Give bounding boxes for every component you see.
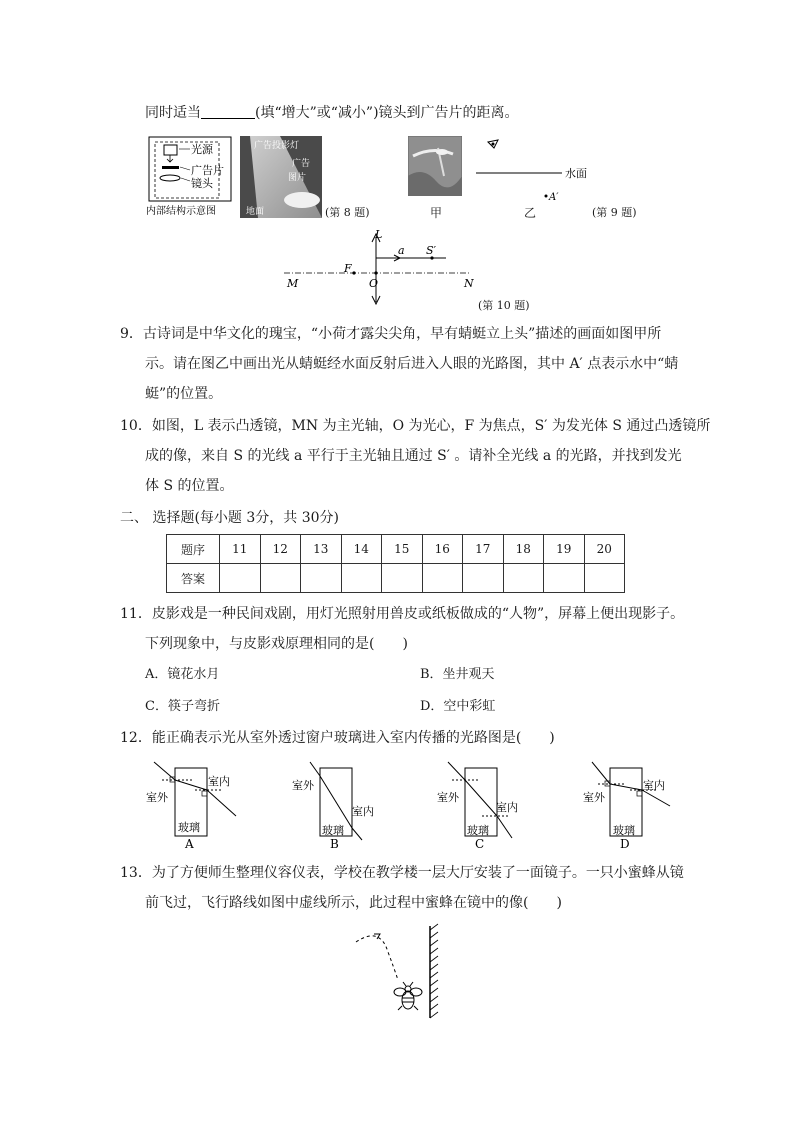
svg-text:室内: 室内	[496, 801, 518, 814]
q10-line-1: 10．如图，L 表示凸透镜，MN 为主光轴，O 为光心，F 为焦点，S′ 为发光体 S 通过凸透镜所	[120, 418, 711, 434]
answer-cell[interactable]	[544, 564, 585, 593]
q11-line-1: 11．皮影戏是一种民间戏剧，用灯光照射用兽皮或纸板做成的“人物”，屏幕上便出现影子。	[120, 606, 685, 622]
arrow-down-icon	[167, 155, 173, 162]
lens-label: 镜头	[191, 177, 213, 190]
flight-path	[356, 936, 398, 980]
water-label: 水面	[565, 167, 587, 180]
q12-letter-a: A	[185, 837, 194, 850]
q11-option-b[interactable]: B．坐井观天	[420, 667, 495, 682]
row-label-number: 题序	[167, 535, 220, 564]
light-source-icon	[164, 145, 177, 155]
answer-cell[interactable]	[584, 564, 625, 593]
label-a: a	[398, 244, 405, 257]
q12-figure-a	[146, 762, 236, 850]
fig10-caption: (第 10 题)	[478, 299, 530, 312]
q12-figure-d	[583, 762, 670, 850]
answer-cell[interactable]	[260, 564, 301, 593]
inner-caption: 内部结构示意图	[146, 206, 216, 217]
table-cell: 18	[503, 535, 544, 564]
label-S: S′	[426, 244, 437, 257]
label-M: M	[287, 277, 299, 290]
q13-figure	[350, 922, 450, 1022]
q13-line-1: 13．为了方便师生整理仪容仪表，学校在教学楼一层大厅安装了一面镜子。一只小蜜蜂从镜	[120, 865, 684, 881]
q12-stem: 12．能正确表示光从室外透过窗户玻璃进入室内传播的光路图是( )	[120, 730, 555, 746]
mirror-hatching	[430, 924, 438, 1018]
table-cell: 20	[584, 535, 625, 564]
answer-cell[interactable]	[220, 564, 261, 593]
table-cell: 11	[220, 535, 261, 564]
q9-line-1: 9．古诗词是中华文化的瑰宝，“小荷才露尖尖角，早有蜻蜓立上头”描述的画面如图甲所	[120, 326, 662, 342]
q10-line-3: 体 S 的位置。	[145, 478, 234, 494]
fig9-diagram	[470, 136, 600, 206]
q12-figures	[140, 760, 680, 850]
fig8-caption: (第 8 题)	[325, 206, 370, 219]
row-label-answer: 答案	[167, 564, 220, 593]
q12-letter-b: B	[330, 837, 339, 850]
svg-text:室内: 室内	[643, 779, 665, 792]
answer-cell[interactable]	[463, 564, 504, 593]
fig8-photo	[240, 136, 322, 218]
table-cell: 17	[463, 535, 504, 564]
light-label: 光源	[191, 143, 213, 156]
film-icon	[162, 166, 179, 169]
fig9-label-yi: 乙	[524, 206, 537, 220]
svg-text:室内: 室内	[352, 805, 374, 818]
photo-text-3: 地面	[246, 207, 265, 217]
label-F: F	[344, 262, 352, 275]
table-cell: 15	[382, 535, 423, 564]
focus-point	[352, 271, 355, 274]
lens-icon	[160, 175, 180, 181]
q11-option-d[interactable]: D．空中彩虹	[420, 699, 496, 714]
q8-tail-line: 同时适当 (填“增大”或“减小”)镜头到广告片的距离。	[145, 105, 519, 121]
label-N: N	[464, 277, 474, 290]
answer-blank[interactable]	[201, 104, 255, 119]
table-cell: 13	[301, 535, 342, 564]
fig9-label-jia: 甲	[430, 206, 443, 220]
label-L: L	[375, 228, 383, 241]
answer-cell[interactable]	[301, 564, 342, 593]
fig10-diagram	[280, 228, 480, 308]
answer-cell[interactable]	[341, 564, 382, 593]
q10-line-2: 成的像，来自 S 的光线 a 平行于主光轴且通过 S′ 。请补全光线 a 的光路，并找到发光	[145, 448, 682, 464]
fig9-caption: (第 9 题)	[592, 206, 637, 219]
q12-svg	[140, 760, 680, 850]
table-cell: 14	[341, 535, 382, 564]
q12-letter-c: C	[475, 837, 485, 850]
bee-icon	[394, 982, 422, 1010]
table-row	[167, 535, 625, 564]
optical-center	[374, 271, 377, 274]
photo-text-0: 广告投影灯	[254, 141, 300, 151]
answer-cell[interactable]	[422, 564, 463, 593]
label-O: O	[369, 277, 379, 290]
q11-option-c[interactable]: C．筷子弯折	[145, 699, 220, 714]
q9-line-3: 蜓”的位置。	[145, 386, 223, 402]
svg-text:室外: 室外	[146, 791, 168, 804]
answer-table	[166, 534, 625, 593]
q13-svg	[350, 922, 450, 1022]
point-a-prime	[545, 195, 548, 198]
q12-figure-b	[292, 762, 374, 850]
section-2-title: 二、 选择题(每小题 3分，共 30分)	[120, 510, 339, 526]
svg-text:玻璃: 玻璃	[178, 821, 200, 834]
table-cell: 16	[422, 535, 463, 564]
q13-line-2: 前飞过，飞行路线如图中虚线所示，此过程中蜜蜂在镜中的像( )	[145, 895, 562, 911]
svg-text:室外: 室外	[292, 779, 314, 792]
svg-text:玻璃: 玻璃	[322, 824, 344, 837]
answer-cell[interactable]	[382, 564, 423, 593]
svg-text:室外: 室外	[583, 791, 605, 804]
table-cell: 19	[544, 535, 585, 564]
fig9-photo	[408, 136, 462, 196]
svg-text:玻璃: 玻璃	[467, 824, 489, 837]
q11-option-a[interactable]: A．镜花水月	[145, 667, 220, 682]
table-row	[167, 564, 625, 593]
q9-line-2: 示。请在图乙中画出光从蜻蜓经水面反射后进入人眼的光路图，其中 A′ 点表示水中“蜻	[145, 356, 679, 372]
svg-text:室外: 室外	[437, 791, 459, 804]
svg-text:玻璃: 玻璃	[613, 824, 635, 837]
q12-figure-c	[437, 762, 518, 850]
q11-line-2: 下列现象中，与皮影戏原理相同的是( )	[145, 636, 408, 652]
photo-text-1: 广告	[292, 159, 311, 169]
photo-text-2: 图片	[288, 173, 307, 183]
q12-letter-d: D	[620, 837, 630, 850]
table-cell: 12	[260, 535, 301, 564]
svg-text:室内: 室内	[208, 775, 230, 788]
point-a-label: A′	[549, 192, 559, 203]
film-label: 广告片	[191, 164, 224, 177]
answer-cell[interactable]	[503, 564, 544, 593]
